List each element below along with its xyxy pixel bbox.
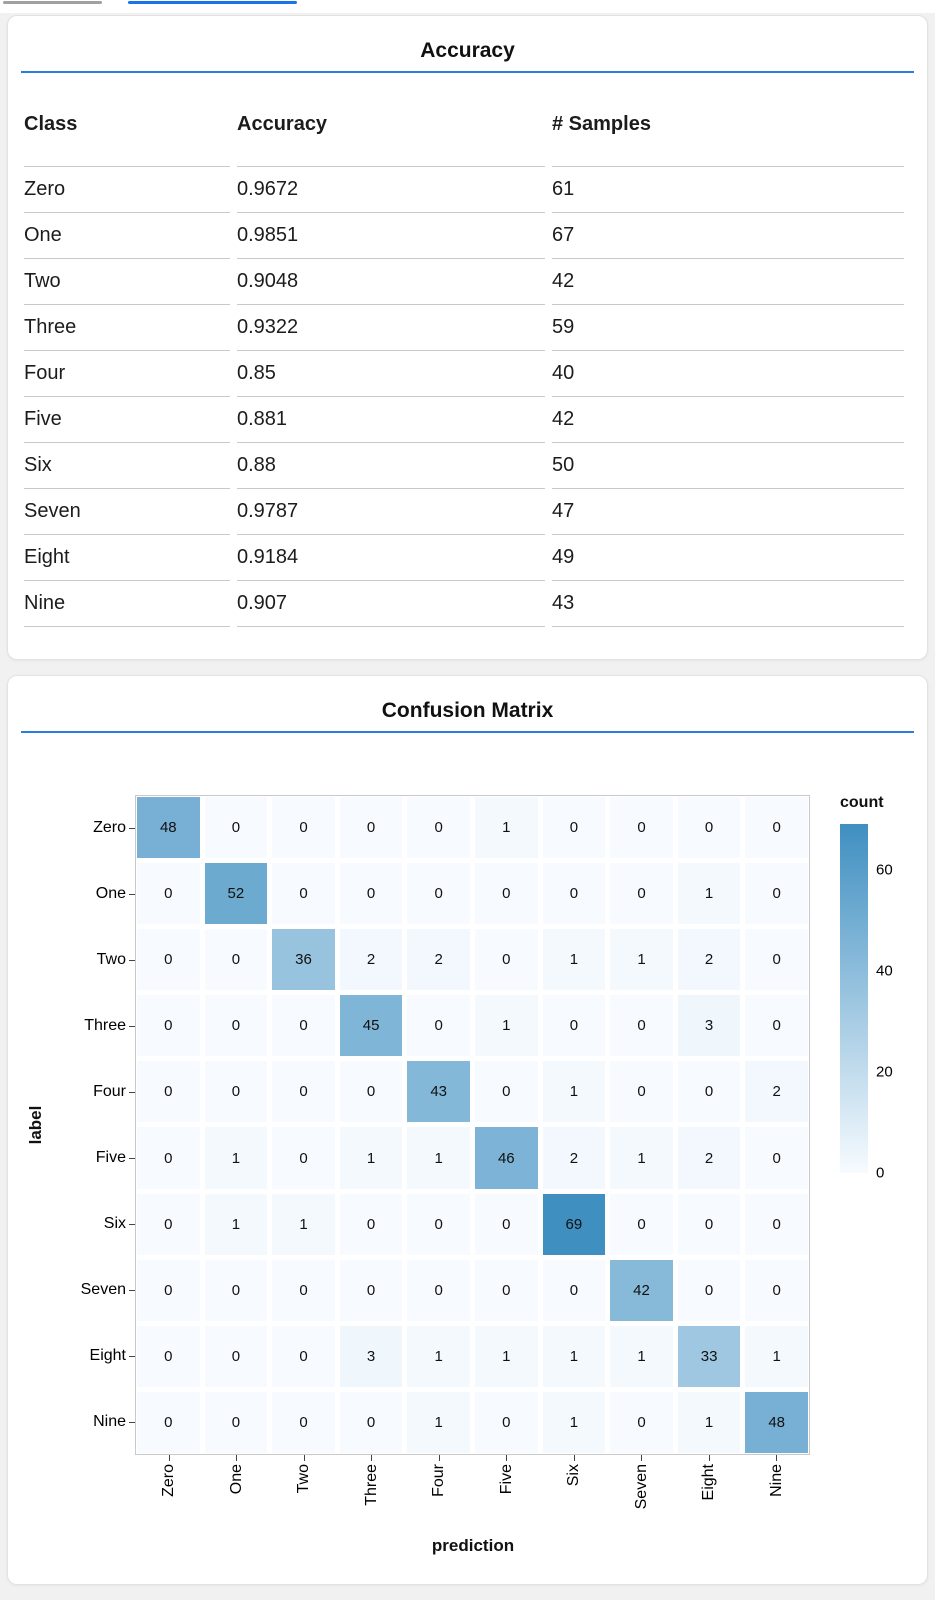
matrix-cell-three-eight[interactable]: 3 <box>678 995 741 1056</box>
samples-cell: 50 <box>552 443 904 489</box>
matrix-cell-three-two[interactable]: 0 <box>272 995 335 1056</box>
progress-bar-blue-icon <box>128 1 297 4</box>
matrix-cell-nine-nine[interactable]: 48 <box>745 1392 808 1453</box>
matrix-cell-zero-six[interactable]: 0 <box>543 797 606 858</box>
matrix-cell-six-five[interactable]: 0 <box>475 1194 538 1255</box>
x-axis-tick-icon <box>641 1455 642 1461</box>
matrix-cell-five-four[interactable]: 1 <box>407 1127 470 1188</box>
matrix-cell-three-seven[interactable]: 0 <box>610 995 673 1056</box>
matrix-cell-seven-nine[interactable]: 0 <box>745 1260 808 1321</box>
x-axis-label: Nine <box>767 1464 785 1497</box>
legend-title: count <box>840 794 884 811</box>
y-axis-label-row <box>8 861 135 927</box>
table-row-nine <box>24 581 904 627</box>
matrix-cell-three-six[interactable]: 0 <box>543 995 606 1056</box>
matrix-cell-one-two[interactable]: 0 <box>272 863 335 924</box>
y-axis-label-row <box>8 795 135 861</box>
matrix-cell-five-zero[interactable]: 0 <box>137 1127 200 1188</box>
table-row-zero <box>24 167 904 213</box>
matrix-cell-nine-one[interactable]: 0 <box>205 1392 268 1453</box>
matrix-cell-nine-seven[interactable]: 0 <box>610 1392 673 1453</box>
matrix-cell-nine-three[interactable]: 0 <box>340 1392 403 1453</box>
matrix-cell-three-five[interactable]: 1 <box>475 995 538 1056</box>
accuracy-cell: 0.881 <box>237 397 545 443</box>
y-axis-label-row <box>8 1389 135 1455</box>
accuracy-cell: 0.85 <box>237 351 545 397</box>
y-axis-label: Six <box>103 1215 126 1232</box>
accuracy-cell: 0.9048 <box>237 259 545 305</box>
matrix-cell-four-eight[interactable]: 0 <box>678 1061 741 1122</box>
samples-cell: 59 <box>552 305 904 351</box>
matrix-cell-four-four[interactable]: 43 <box>407 1061 470 1122</box>
matrix-cell-zero-one[interactable]: 0 <box>205 797 268 858</box>
y-axis-label: Five <box>95 1149 126 1166</box>
matrix-cell-seven-one[interactable]: 0 <box>205 1260 268 1321</box>
matrix-cell-eight-zero[interactable]: 0 <box>137 1326 200 1387</box>
y-axis-label: Two <box>96 951 126 968</box>
matrix-cell-five-one[interactable]: 1 <box>205 1127 268 1188</box>
matrix-cell-two-nine[interactable]: 0 <box>745 929 808 990</box>
matrix-cell-six-six[interactable]: 69 <box>543 1194 606 1255</box>
x-axis-label-wrap <box>608 1464 676 1574</box>
class-cell: Two <box>24 259 230 305</box>
accuracy-table-header-row <box>24 87 904 167</box>
column-header-samples: # Samples <box>552 87 904 167</box>
matrix-cell-four-two[interactable]: 0 <box>272 1061 335 1122</box>
table-row-seven <box>24 489 904 535</box>
x-axis-label: Six <box>565 1464 582 1487</box>
x-axis-tick-icon <box>236 1455 237 1461</box>
samples-cell: 61 <box>552 167 904 213</box>
matrix-cell-nine-six[interactable]: 1 <box>543 1392 606 1453</box>
y-axis-label: Eight <box>89 1347 126 1364</box>
y-axis-label: Three <box>84 1017 126 1034</box>
matrix-cell-eight-three[interactable]: 3 <box>340 1326 403 1387</box>
matrix-cell-two-zero[interactable]: 0 <box>137 929 200 990</box>
matrix-cell-five-two[interactable]: 0 <box>272 1127 335 1188</box>
matrix-cell-zero-seven[interactable]: 0 <box>610 797 673 858</box>
confusion-card-title: Confusion Matrix <box>381 699 554 722</box>
matrix-cell-zero-two[interactable]: 0 <box>272 797 335 858</box>
y-axis-label-row <box>8 1125 135 1191</box>
matrix-cell-four-three[interactable]: 0 <box>340 1061 403 1122</box>
matrix-cell-three-one[interactable]: 0 <box>205 995 268 1056</box>
matrix-cell-six-nine[interactable]: 0 <box>745 1194 808 1255</box>
matrix-cell-three-zero[interactable]: 0 <box>137 995 200 1056</box>
matrix-cell-seven-four[interactable]: 0 <box>407 1260 470 1321</box>
matrix-cell-nine-zero[interactable]: 0 <box>137 1392 200 1453</box>
matrix-cell-one-five[interactable]: 0 <box>475 863 538 924</box>
matrix-cell-four-five[interactable]: 0 <box>475 1061 538 1122</box>
matrix-cell-seven-six[interactable]: 0 <box>543 1260 606 1321</box>
x-axis-label: Zero <box>160 1464 177 1497</box>
legend-tick-label: 60 <box>876 861 893 879</box>
matrix-cell-one-six[interactable]: 0 <box>543 863 606 924</box>
x-axis-label: Seven <box>632 1464 650 1510</box>
top-strip <box>0 0 935 13</box>
x-axis-label: Two <box>295 1464 312 1494</box>
matrix-cell-eight-nine[interactable]: 1 <box>745 1326 808 1387</box>
x-axis-label-wrap <box>405 1464 473 1574</box>
class-cell: Four <box>24 351 230 397</box>
accuracy-cell: 0.9851 <box>237 213 545 259</box>
class-cell: Nine <box>24 581 230 627</box>
samples-cell: 47 <box>552 489 904 535</box>
matrix-cell-zero-five[interactable]: 1 <box>475 797 538 858</box>
progress-bar-gray-icon <box>3 1 102 4</box>
matrix-cell-eight-five[interactable]: 1 <box>475 1326 538 1387</box>
matrix-cell-five-seven[interactable]: 1 <box>610 1127 673 1188</box>
title-underline <box>21 71 914 73</box>
table-row-four <box>24 351 904 397</box>
matrix-cell-eight-four[interactable]: 1 <box>407 1326 470 1387</box>
y-axis-label-row <box>8 1059 135 1125</box>
table-row-two <box>24 259 904 305</box>
matrix-cell-zero-zero[interactable]: 48 <box>137 797 200 858</box>
y-axis-label: Zero <box>93 819 126 836</box>
matrix-cell-zero-nine[interactable]: 0 <box>745 797 808 858</box>
matrix-cell-six-eight[interactable]: 0 <box>678 1194 741 1255</box>
x-axis-label-wrap <box>743 1464 811 1574</box>
x-axis-label-wrap <box>203 1464 271 1574</box>
table-row-one <box>24 213 904 259</box>
matrix-cell-four-six[interactable]: 1 <box>543 1061 606 1122</box>
class-cell: Eight <box>24 535 230 581</box>
matrix-cell-two-two[interactable]: 36 <box>272 929 335 990</box>
y-axis-label-row <box>8 1257 135 1323</box>
matrix-cell-nine-eight[interactable]: 1 <box>678 1392 741 1453</box>
class-cell: Zero <box>24 167 230 213</box>
matrix-cell-one-three[interactable]: 0 <box>340 863 403 924</box>
matrix-cell-nine-five[interactable]: 0 <box>475 1392 538 1453</box>
accuracy-cell: 0.88 <box>237 443 545 489</box>
matrix-cell-two-seven[interactable]: 1 <box>610 929 673 990</box>
x-axis-tick-icon <box>169 1455 170 1461</box>
x-axis-tick-icon <box>506 1455 507 1461</box>
x-axis-label: Five <box>497 1464 515 1495</box>
matrix-cell-six-one[interactable]: 1 <box>205 1194 268 1255</box>
samples-cell: 40 <box>552 351 904 397</box>
matrix-cell-seven-seven[interactable]: 42 <box>610 1260 673 1321</box>
column-header-accuracy: Accuracy <box>237 87 545 167</box>
x-axis-label-wrap <box>338 1464 406 1574</box>
matrix-cell-three-nine[interactable]: 0 <box>745 995 808 1056</box>
matrix-cell-four-seven[interactable]: 0 <box>610 1061 673 1122</box>
matrix-cell-one-zero[interactable]: 0 <box>137 863 200 924</box>
accuracy-cell: 0.9184 <box>237 535 545 581</box>
matrix-cell-one-nine[interactable]: 0 <box>745 863 808 924</box>
matrix-cell-two-one[interactable]: 0 <box>205 929 268 990</box>
matrix-cell-two-three[interactable]: 2 <box>340 929 403 990</box>
x-axis-label: Four <box>430 1464 447 1497</box>
accuracy-cell: 0.9322 <box>237 305 545 351</box>
class-cell: Six <box>24 443 230 489</box>
y-axis-label: Nine <box>93 1413 126 1430</box>
matrix-cell-five-eight[interactable]: 2 <box>678 1127 741 1188</box>
matrix-cell-eight-two[interactable]: 0 <box>272 1326 335 1387</box>
matrix-cell-nine-four[interactable]: 1 <box>407 1392 470 1453</box>
matrix-cell-five-three[interactable]: 1 <box>340 1127 403 1188</box>
accuracy-cell: 0.9672 <box>237 167 545 213</box>
samples-cell: 42 <box>552 397 904 443</box>
x-axis-label-wrap <box>540 1464 608 1574</box>
matrix-cell-two-six[interactable]: 1 <box>543 929 606 990</box>
x-axis-label-wrap <box>135 1464 203 1574</box>
x-axis-label: Three <box>362 1464 380 1506</box>
x-axis-label-wrap <box>675 1464 743 1574</box>
matrix-cell-one-four[interactable]: 0 <box>407 863 470 924</box>
matrix-cell-one-eight[interactable]: 1 <box>678 863 741 924</box>
class-cell: Seven <box>24 489 230 535</box>
matrix-cell-zero-three[interactable]: 0 <box>340 797 403 858</box>
x-axis-tick-icon <box>709 1455 710 1461</box>
matrix-cell-five-five[interactable]: 46 <box>475 1127 538 1188</box>
y-axis-label-row <box>8 993 135 1059</box>
matrix-cell-nine-two[interactable]: 0 <box>272 1392 335 1453</box>
matrix-cell-zero-four[interactable]: 0 <box>407 797 470 858</box>
x-axis-title: prediction <box>431 1536 515 1555</box>
samples-cell: 43 <box>552 581 904 627</box>
table-row-five <box>24 397 904 443</box>
table-row-six <box>24 443 904 489</box>
samples-cell: 49 <box>552 535 904 581</box>
matrix-cell-eight-seven[interactable]: 1 <box>610 1326 673 1387</box>
x-axis-label: One <box>227 1464 245 1495</box>
matrix-cell-six-four[interactable]: 0 <box>407 1194 470 1255</box>
accuracy-table <box>17 87 911 627</box>
matrix-cell-five-six[interactable]: 2 <box>543 1127 606 1188</box>
matrix-cell-one-one[interactable]: 52 <box>205 863 268 924</box>
matrix-cell-seven-two[interactable]: 0 <box>272 1260 335 1321</box>
table-row-eight <box>24 535 904 581</box>
matrix-cell-four-nine[interactable]: 2 <box>745 1061 808 1122</box>
matrix-cell-one-seven[interactable]: 0 <box>610 863 673 924</box>
class-cell: One <box>24 213 230 259</box>
matrix-cell-eight-six[interactable]: 1 <box>543 1326 606 1387</box>
matrix-cell-four-one[interactable]: 0 <box>205 1061 268 1122</box>
samples-cell: 42 <box>552 259 904 305</box>
y-axis-title: label <box>26 1105 45 1145</box>
matrix-cell-eight-one[interactable]: 0 <box>205 1326 268 1387</box>
matrix-cell-seven-five[interactable]: 0 <box>475 1260 538 1321</box>
accuracy-cell: 0.9787 <box>237 489 545 535</box>
matrix-cell-three-three[interactable]: 45 <box>340 995 403 1056</box>
legend-gradient-bar <box>840 824 868 1173</box>
matrix-cell-seven-zero[interactable]: 0 <box>137 1260 200 1321</box>
accuracy-cell: 0.907 <box>237 581 545 627</box>
matrix-cell-seven-three[interactable]: 0 <box>340 1260 403 1321</box>
x-axis-tick-icon <box>439 1455 440 1461</box>
class-cell: Five <box>24 397 230 443</box>
x-axis-tick-icon <box>304 1455 305 1461</box>
y-axis-label: Four <box>93 1083 126 1100</box>
matrix-cell-five-nine[interactable]: 0 <box>745 1127 808 1188</box>
x-axis-label-wrap <box>473 1464 541 1574</box>
x-axis-label-wrap <box>270 1464 338 1574</box>
matrix-cell-two-eight[interactable]: 2 <box>678 929 741 990</box>
y-axis-label: Seven <box>80 1281 126 1298</box>
legend-tick-label: 20 <box>876 1063 893 1081</box>
matrix-cell-six-seven[interactable]: 0 <box>610 1194 673 1255</box>
legend-tick-label: 0 <box>876 1164 885 1182</box>
matrix-cell-three-four[interactable]: 0 <box>407 995 470 1056</box>
legend-tick-label: 40 <box>876 962 893 980</box>
column-header-class: Class <box>24 87 230 167</box>
samples-cell: 67 <box>552 213 904 259</box>
matrix-cell-six-two[interactable]: 1 <box>272 1194 335 1255</box>
matrix-cell-two-four[interactable]: 2 <box>407 929 470 990</box>
matrix-cell-four-zero[interactable]: 0 <box>137 1061 200 1122</box>
matrix-cell-eight-eight[interactable]: 33 <box>678 1326 741 1387</box>
x-axis-tick-icon <box>371 1455 372 1461</box>
class-cell: Three <box>24 305 230 351</box>
matrix-cell-two-five[interactable]: 0 <box>475 929 538 990</box>
matrix-cell-seven-eight[interactable]: 0 <box>678 1260 741 1321</box>
confusion-matrix-card <box>7 675 928 1585</box>
x-axis-tick-icon <box>574 1455 575 1461</box>
heatmap-grid <box>135 795 810 1455</box>
y-axis-label-row <box>8 927 135 993</box>
matrix-cell-six-three[interactable]: 0 <box>340 1194 403 1255</box>
accuracy-card <box>7 15 928 660</box>
x-axis-tick-icon <box>776 1455 777 1461</box>
matrix-cell-zero-eight[interactable]: 0 <box>678 797 741 858</box>
matrix-cell-six-zero[interactable]: 0 <box>137 1194 200 1255</box>
y-axis-label-row <box>8 1191 135 1257</box>
confusion-matrix-chart <box>8 733 927 1585</box>
x-axis-label: Eight <box>700 1464 717 1501</box>
table-row-three <box>24 305 904 351</box>
y-axis-label: One <box>95 885 126 902</box>
accuracy-card-title: Accuracy <box>420 39 515 62</box>
y-axis-label-row <box>8 1323 135 1389</box>
